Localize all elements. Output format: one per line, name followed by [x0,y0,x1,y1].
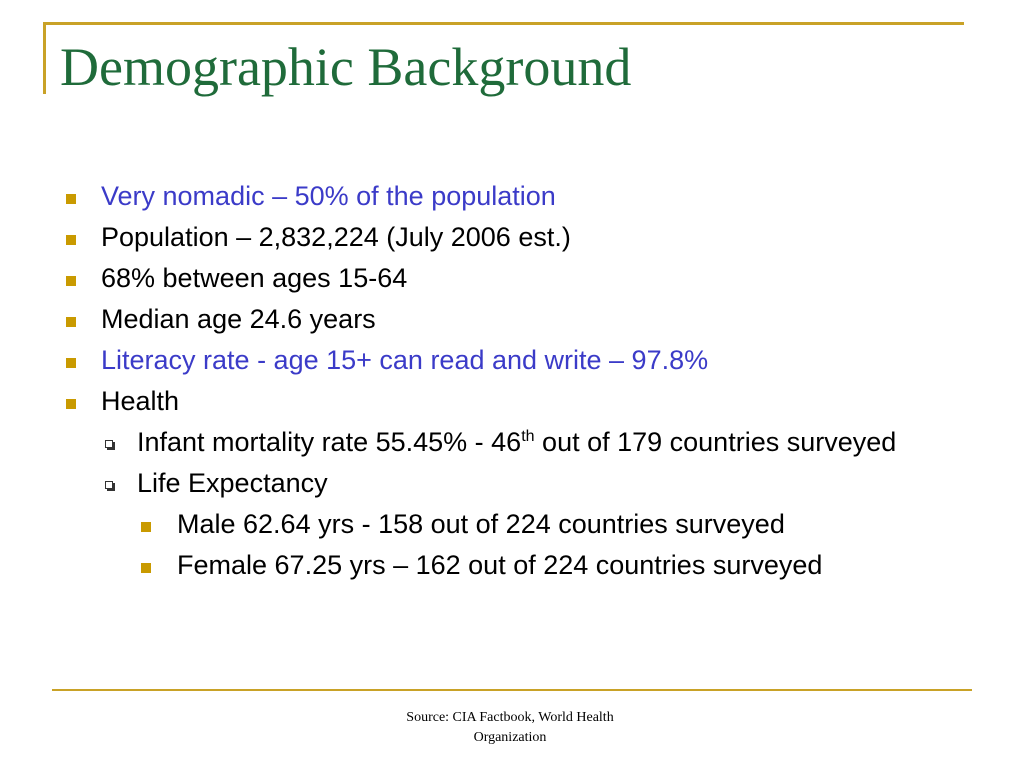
bullet-text: Median age 24.6 years [101,304,376,334]
square-bullet-icon [141,522,151,532]
bullet-text: Female 67.25 yrs – 162 out of 224 countries surveyed [177,550,823,580]
sub-sub-bullet-female [0,549,1024,581]
bullet-list [0,180,1024,590]
bullet-text: Infant mortality rate 55.45% - 46 [137,427,522,457]
title-frame-top-rule [43,22,964,25]
sub-bullet-infant-mortality [0,426,897,458]
square-bullet-icon [66,399,76,409]
bullet-ages [0,262,1024,294]
title-frame-left-rule [43,22,46,94]
bullet-text: Life Expectancy [137,468,328,498]
square-bullet-icon [141,563,151,573]
square-bullet-icon [66,317,76,327]
bullet-text: 68% between ages 15-64 [101,263,408,293]
square-bullet-icon [66,235,76,245]
slide-title: Demographic Background [60,37,632,97]
bullet-health [0,385,1024,417]
hollow-square-bullet-icon [105,440,113,448]
square-bullet-icon [66,358,76,368]
ordinal-suffix: th [521,428,535,445]
footer-rule [52,689,972,691]
bullet-nomadic [0,180,1024,212]
square-bullet-icon [66,194,76,204]
sub-sub-bullet-male [0,508,1024,540]
sub-bullet-life-expectancy [0,467,897,499]
source-line-2: Organization [473,730,547,745]
bullet-text-continued: out of 179 countries surveyed [534,427,897,457]
bullet-text: Male 62.64 yrs - 158 out of 224 countries surveyed [177,509,785,539]
square-bullet-icon [66,276,76,286]
hollow-square-bullet-icon [105,481,113,489]
source-line-1: Source: CIA Factbook, World Health [406,710,614,725]
bullet-text: Very nomadic – 50% of the population [101,181,556,211]
bullet-text: Literacy rate - age 15+ can read and write – 97.8% [101,345,709,375]
bullet-population [0,221,1024,253]
bullet-text: Health [101,386,180,416]
bullet-text: Population – 2,832,224 (July 2006 est.) [101,222,571,252]
bullet-median-age [0,303,1024,335]
bullet-literacy [0,344,1024,376]
source-note [370,708,650,748]
